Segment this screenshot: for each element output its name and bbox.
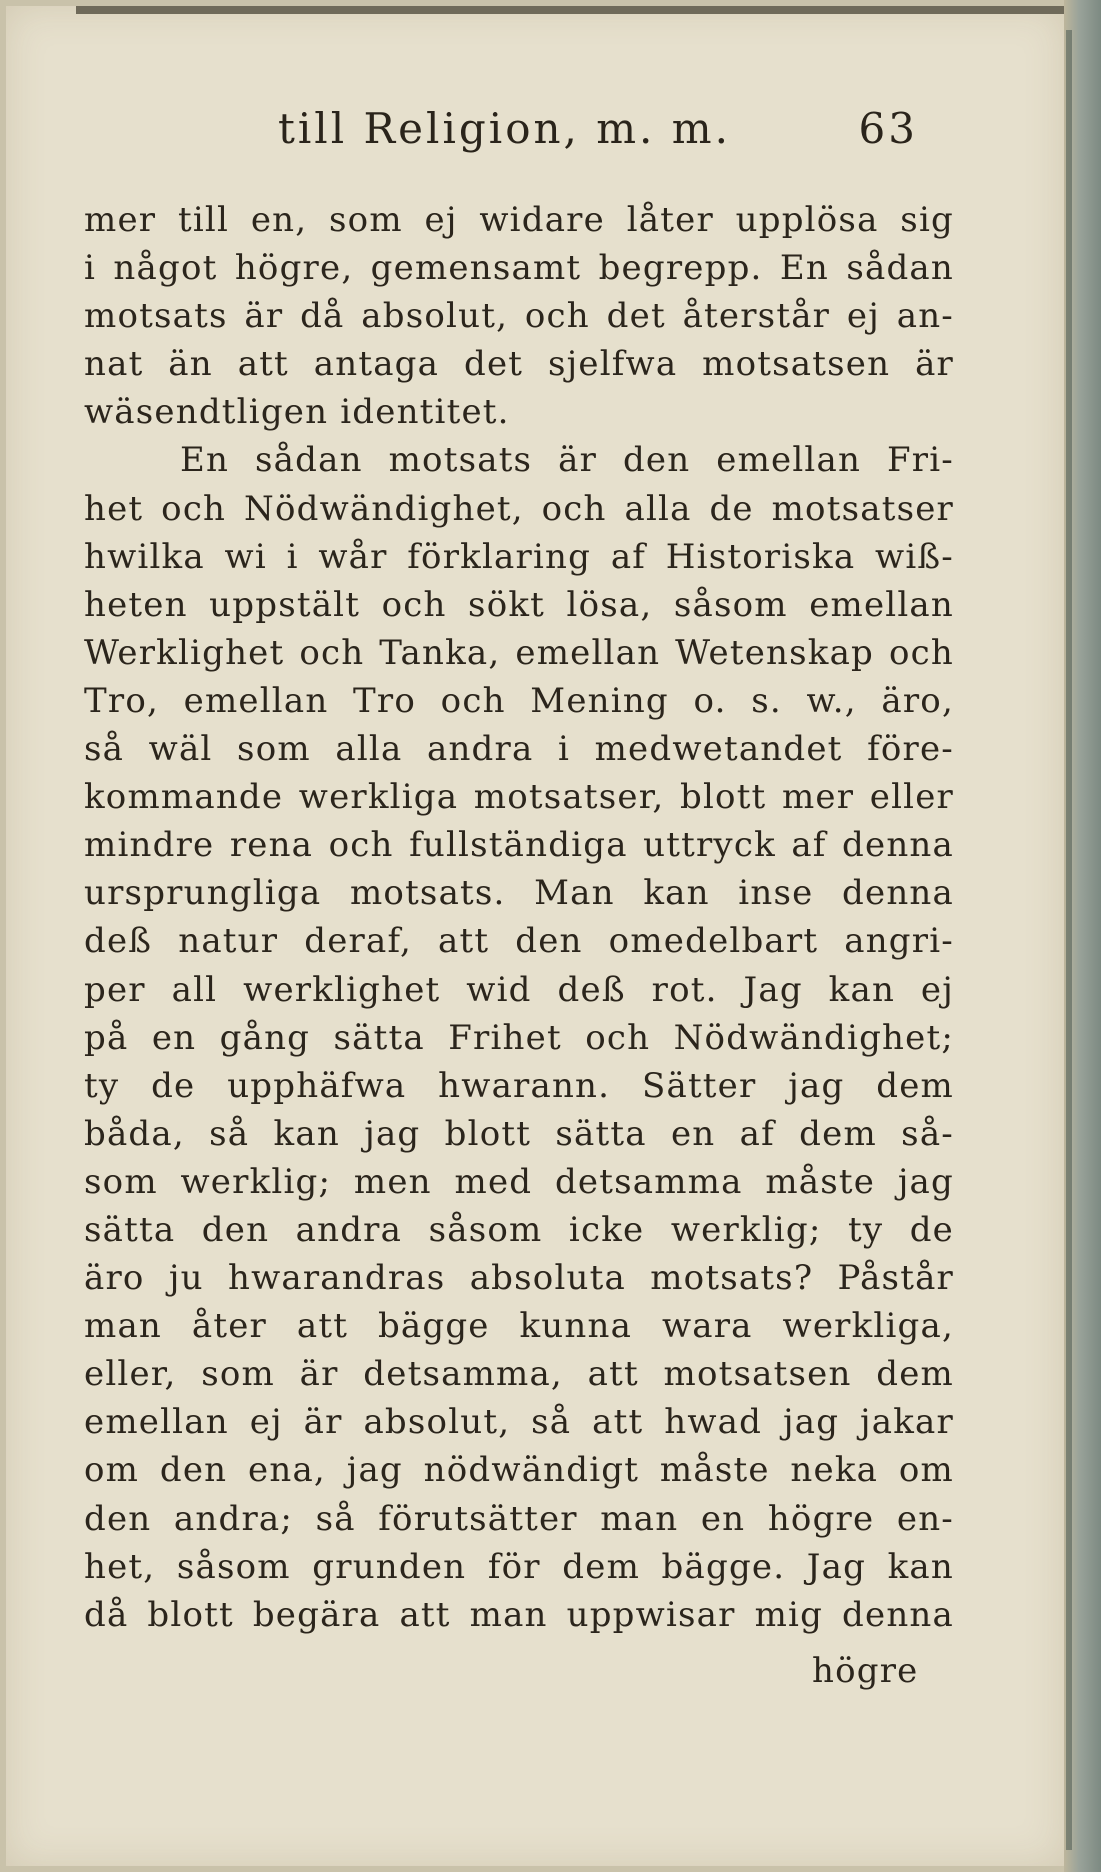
text-line: ursprungliga motsats. Man kan inse denna — [84, 873, 954, 914]
running-title: till Religion, m. m. — [278, 104, 731, 153]
text-line: sätta den andra såsom icke werklig; ty de — [84, 1209, 954, 1250]
text-line: båda, så kan jag blott sätta en af dem så- — [84, 1113, 954, 1154]
binding-shadow — [1066, 30, 1072, 1850]
text-line: då blott begära att man uppwisar mig denna — [84, 1594, 954, 1635]
text-line: motsats är då absolut, och det återstår ej an- — [84, 296, 954, 337]
catchword: högre — [812, 1651, 919, 1691]
text-line: på en gång sätta Frihet och Nödwändighet; — [84, 1017, 954, 1058]
body-text — [84, 196, 954, 1639]
text-line: eller, som är detsamma, att motsatsen dem — [84, 1354, 954, 1395]
text-line: het och Nödwändighet, och alla de motsatser — [84, 488, 954, 529]
page-header — [278, 104, 918, 164]
text-line: wäsendtligen identitet. — [84, 392, 510, 433]
text-line: En sådan motsats är den emellan Fri- — [180, 440, 954, 481]
text-line: Tro, emellan Tro och Mening o. s. w., äro, — [84, 680, 954, 721]
text-line: kommande werkliga motsatser, blott mer eller — [84, 777, 954, 818]
text-line: som werklig; men med detsamma måste jag — [84, 1161, 954, 1202]
text-line: i något högre, gemensamt begrepp. En sådan — [84, 248, 954, 289]
text-line: man åter att bägge kunna wara werkliga, — [84, 1306, 954, 1347]
text-line: mindre rena och fullständiga uttryck af denna — [84, 825, 954, 866]
text-line: mer till en, som ej widare låter upplösa sig — [84, 200, 954, 240]
text-line: nat än att antaga det sjelfwa motsatsen är — [84, 344, 954, 385]
text-line: den andra; så förutsätter man en högre en- — [84, 1498, 954, 1539]
text-line: så wäl som alla andra i medwetandet före- — [84, 729, 954, 770]
page-number: 63 — [858, 104, 918, 153]
text-line: om den ena, jag nödwändigt måste neka om — [84, 1450, 954, 1491]
text-line: äro ju hwarandras absoluta motsats? Påstår — [84, 1258, 954, 1299]
text-line: deß natur deraf, att den omedelbart angri- — [84, 921, 954, 962]
book-page — [6, 6, 1064, 1866]
text-line: hwilka wi i wår förklaring af Historiska wiß- — [84, 536, 954, 577]
page-top-edge — [76, 6, 1064, 14]
text-line: emellan ej är absolut, så att hwad jag jakar — [84, 1402, 954, 1443]
text-line: per all werklighet wid deß rot. Jag kan ej — [84, 969, 954, 1010]
text-line: Werklighet och Tanka, emellan Wetenskap och — [84, 632, 954, 673]
text-line: ty de upphäfwa hwarann. Sätter jag dem — [84, 1065, 954, 1106]
text-line: heten uppstält och sökt lösa, såsom emellan — [84, 584, 954, 625]
text-line: het, såsom grunden för dem bägge. Jag kan — [84, 1546, 954, 1587]
